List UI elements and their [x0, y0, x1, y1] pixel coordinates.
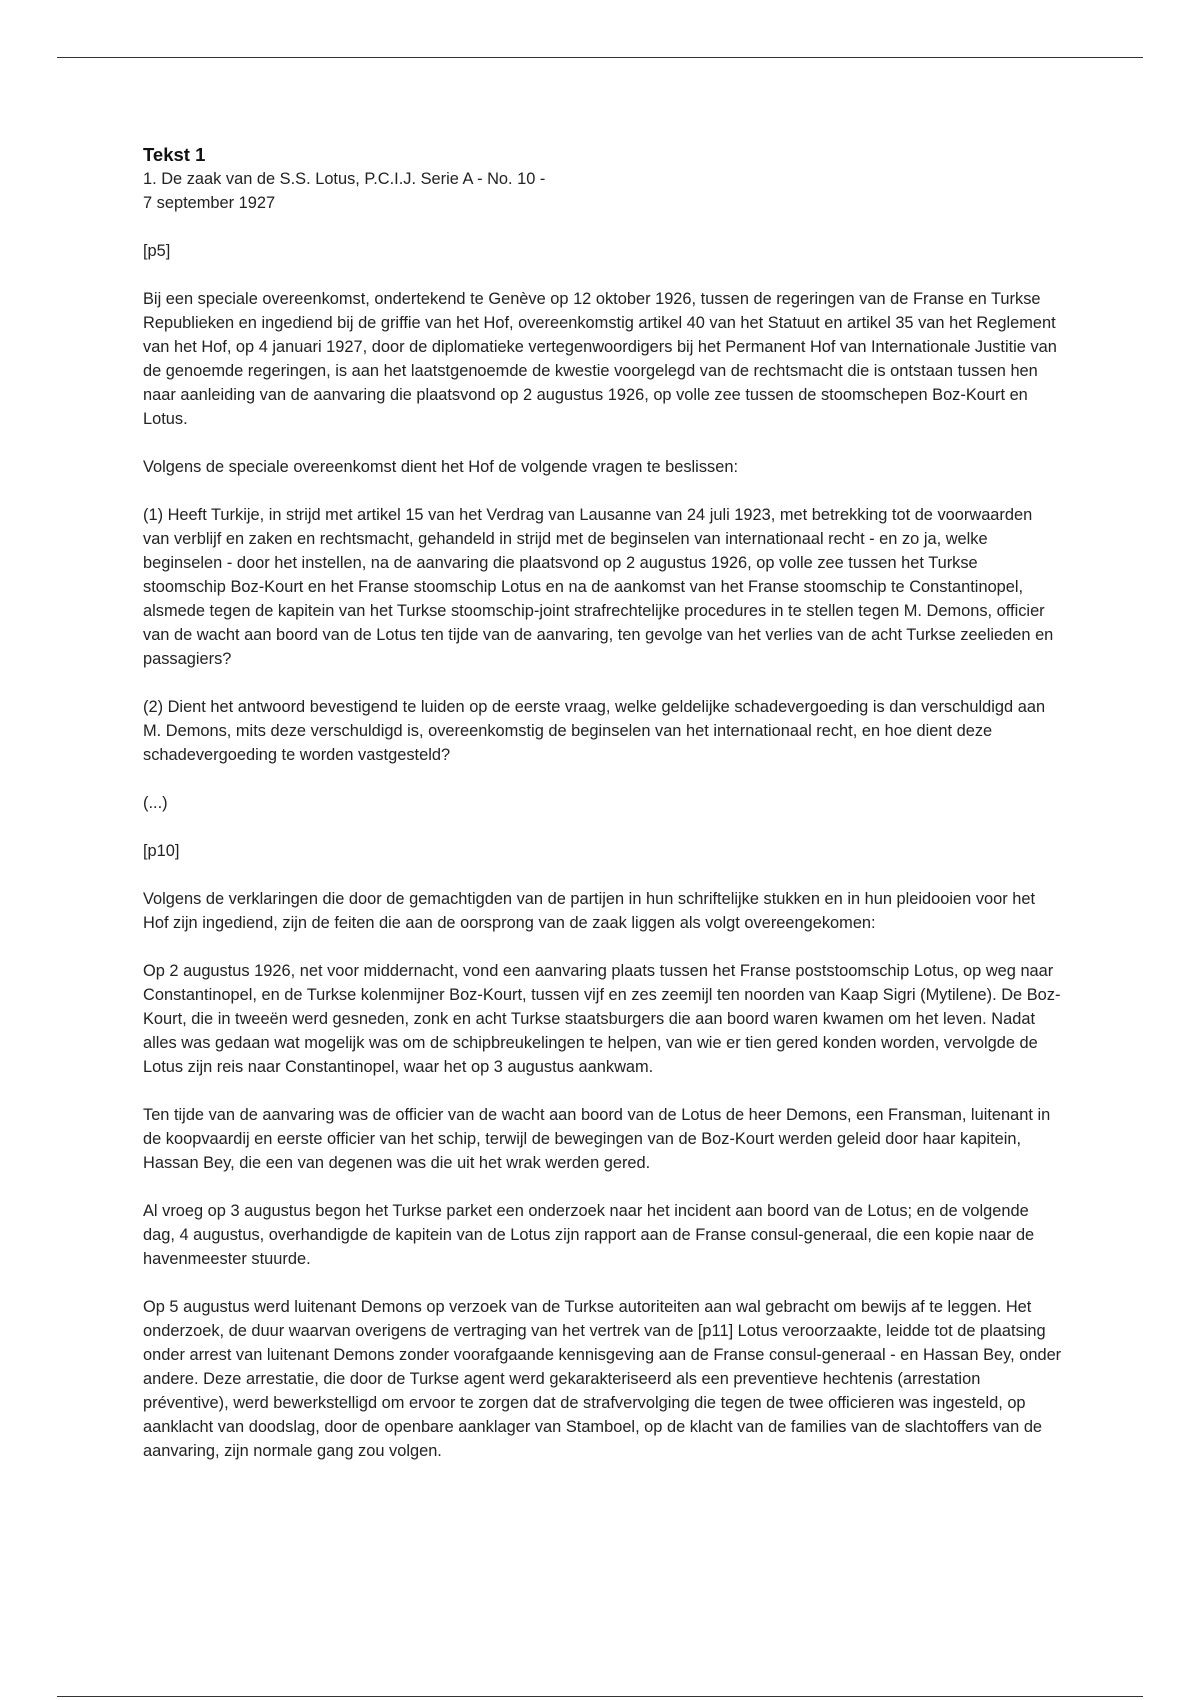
paragraph-question-1: (1) Heeft Turkije, in strijd met artikel 15 van het Verdrag van Lausanne van 24 juli 1923, met betrekking tot de voorwaarden van verblijf en zaken en rechtsmacht, gehandeld in strijd met de beginselen van internationaal recht - en zo ja, welke beginselen - door het instellen, na de aanvaring die plaatsvond op 2 augustus 1926, op volle zee tussen het Turkse stoomschip Boz-Kourt en het Franse stoomschip Lotus en na de aankomst van het Franse stoomschip te Constantinopel, alsmede tegen de kapitein van het Turkse stoomschip-joint strafrechtelijke procedures in te stellen tegen M. Demons, officier van de wacht aan boord van de Lotus ten tijde van de aanvaring, ten gevolge van het verlies van de acht Turkse zeelieden en passagiers? — [143, 506, 1054, 668]
paragraph-special-agreement: Bij een speciale overeenkomst, ondertekend te Genève op 12 oktober 1926, tussen de regeringen van de Franse en Turkse Republieken en ingediend bij de griffie van het Hof, overeenkomstig artikel 40 van het Statuut en artikel 35 van het Reglement van het Hof, op 4 januari 1927, door de diplomatieke vertegenwoordigers bij het Permanent Hof van Internationale Justitie van de genoemde regeringen, is aan het laatstgenoemde de kwestie voorgelegd van de rechtsmacht die is ontstaan tussen hen naar aanleiding van de aanvaring die plaatsvond op 2 augustus 1926, op volle zee tussen de stoomschepen Boz-Kourt en Lotus. — [143, 290, 1057, 428]
page-marker-p5: [p5] — [143, 242, 171, 260]
top-rule — [57, 57, 1143, 58]
document-title: Tekst 1 — [143, 144, 206, 165]
document-body — [143, 143, 1063, 1463]
bottom-rule — [57, 1696, 1143, 1697]
paragraph-arrest: Op 5 augustus werd luitenant Demons op verzoek van de Turkse autoriteiten aan wal gebracht om bewijs af te leggen. Het onderzoek, de duur waarvan overigens de vertraging van het vertrek van de [p11] Lotus veroorzaakte, leidde tot de plaatsing onder arrest van luitenant Demons zonder voorafgaande kennisgeving aan de Franse consul-generaal - en Hassan Bey, onder andere. Deze arrestatie, die door de Turkse agent werd gekarakteriseerd als een preventieve hechtenis (arrestation préventive), werd bewerkstelligd om ervoor te zorgen dat de strafvervolging die tegen de twee officieren was ingesteld, op aanklacht van doodslag, door de openbare aanklager van Stamboel, op de klacht van de families van de slachtoffers van de aanvaring, zijn normale gang zou volgen. — [143, 1298, 1062, 1460]
paragraph-inquiry: Al vroeg op 3 augustus begon het Turkse parket een onderzoek naar het incident aan boord van de Lotus; en de volgende dag, 4 augustus, overhandigde de kapitein van de Lotus zijn rapport aan de Franse consul-generaal, die een kopie naar de havenmeester stuurde. — [143, 1202, 1035, 1268]
paragraph-question-2: (2) Dient het antwoord bevestigend te luiden op de eerste vraag, welke geldelijke schadevergoeding is dan verschuldigd aan M. Demons, mits deze verschuldigd is, overeenkomstig de beginselen van het internationaal recht, en hoe dient deze schadevergoeding te worden vastgesteld? — [143, 698, 1046, 764]
ellipsis-marker: (...) — [143, 794, 168, 812]
case-date: 7 september 1927 — [143, 194, 276, 212]
case-citation: 1. De zaak van de S.S. Lotus, P.C.I.J. Serie A - No. 10 - — [143, 170, 546, 188]
paragraph-facts-intro: Volgens de verklaringen die door de gemachtigden van de partijen in hun schriftelijke stukken en in hun pleidooien voor het Hof zijn ingediend, zijn de feiten die aan de oorsprong van de zaak liggen als volgt overeengekomen: — [143, 890, 1036, 932]
paragraph-collision: Op 2 augustus 1926, net voor middernacht, vond een aanvaring plaats tussen het Franse poststoomschip Lotus, op weg naar Constantinopel, en de Turkse kolenmijner Boz-Kourt, tussen vijf en zes zeemijl ten noorden van Kaap Sigri (Mytilene). De Boz-Kourt, die in tweeën werd gesneden, zonk en acht Turkse staatsburgers die aan boord waren kwamen om het leven. Nadat alles was gedaan wat mogelijk was om de schipbreukelingen te helpen, van wie er tien gered konden worden, vervolgde de Lotus zijn reis naar Constantinopel, waar het op 3 augustus aankwam. — [143, 962, 1061, 1076]
paragraph-officer-of-watch: Ten tijde van de aanvaring was de officier van de wacht aan boord van de Lotus de heer Demons, een Fransman, luitenant in de koopvaardij en eerste officier van het schip, terwijl de bewegingen van de Boz-Kourt werden geleid door haar kapitein, Hassan Bey, die een van degenen was die uit het wrak werden gered. — [143, 1106, 1051, 1172]
page-marker-p10: [p10] — [143, 842, 180, 860]
paragraph-questions-intro: Volgens de speciale overeenkomst dient het Hof de volgende vragen te beslissen: — [143, 458, 739, 476]
